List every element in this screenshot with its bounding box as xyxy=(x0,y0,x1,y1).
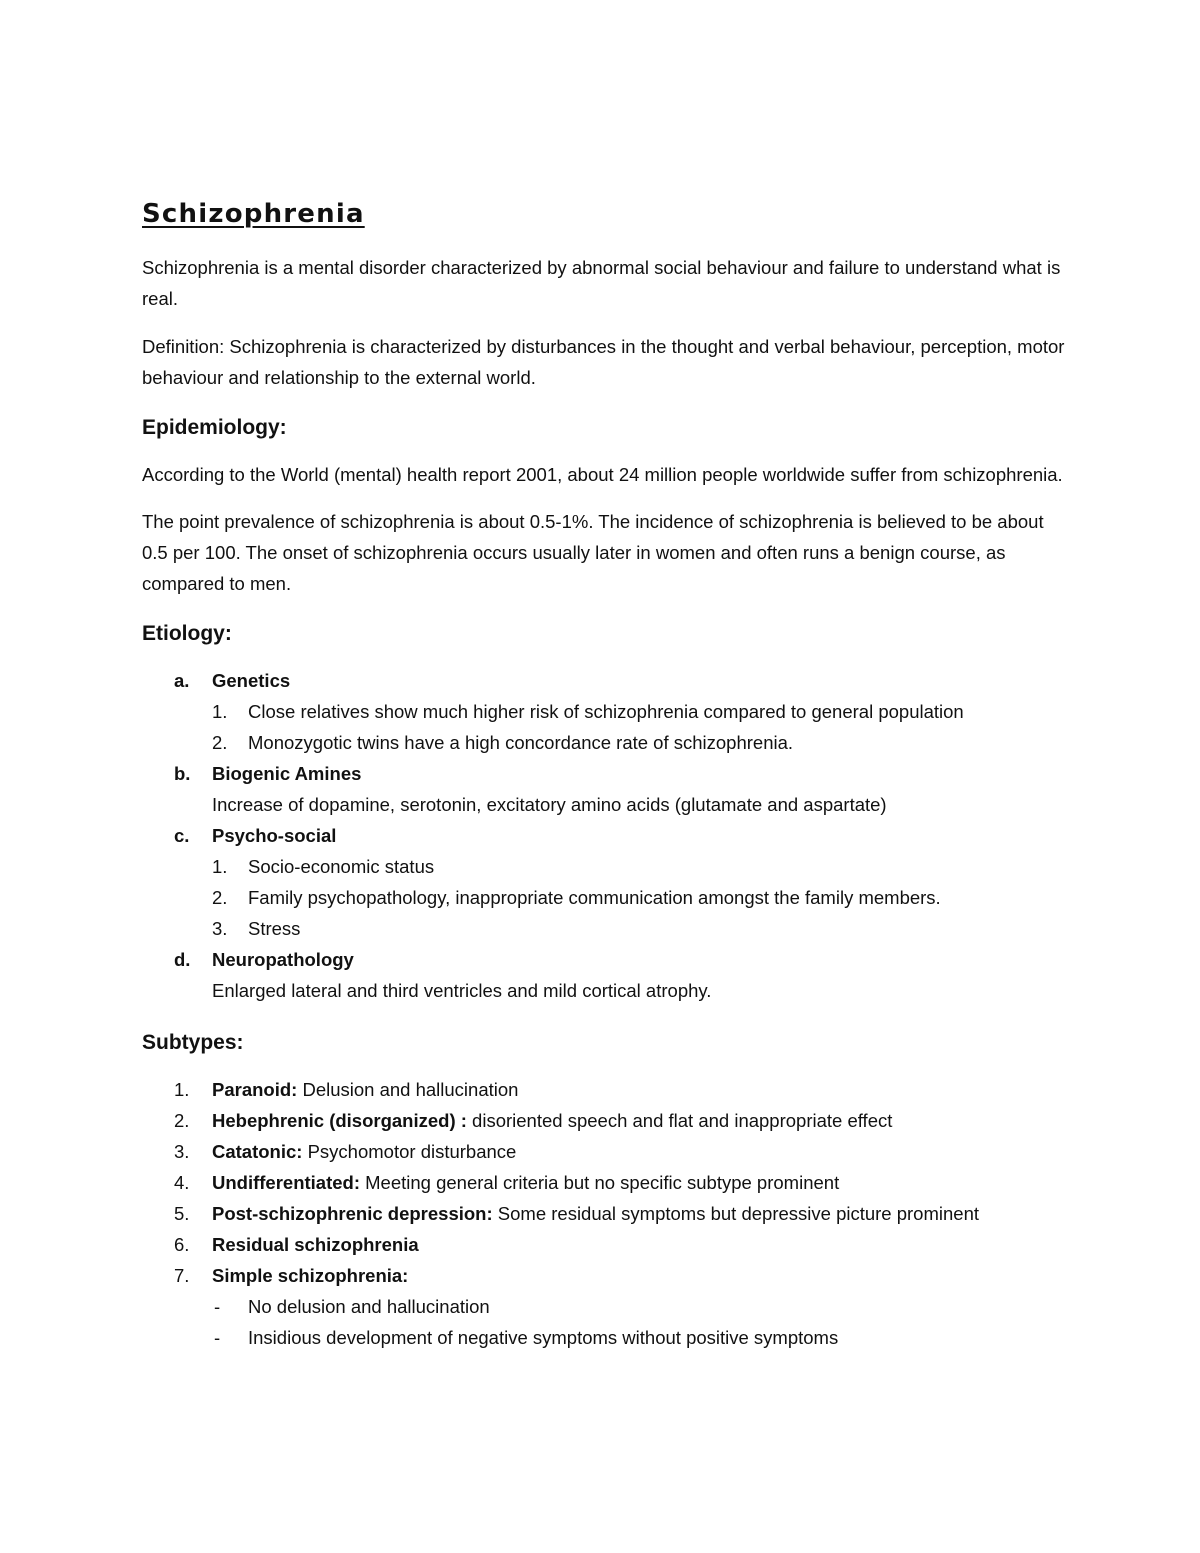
dash-marker: - xyxy=(214,1296,221,1317)
list-item-text: Family psychopathology, inappropriate communication amongst the family members. xyxy=(248,887,941,908)
subtype-description: disoriented speech and flat and inappropriate effect xyxy=(466,1110,893,1131)
list-marker: 6. xyxy=(174,1234,190,1255)
list-marker: 3. xyxy=(174,1141,190,1162)
simple-schizophrenia-points xyxy=(212,1291,1072,1353)
epidemiology-paragraph: The point prevalence of schizophrenia is about 0.5-1%. The incidence of schizophrenia is believed to be about 0.5 per 100. The onset of schizophrenia occurs usually later in women and often runs a benign course, as compared to men. xyxy=(142,511,1044,594)
list-marker: 3. xyxy=(212,918,228,939)
list-item xyxy=(212,882,1072,913)
list-item-text: Close relatives show much higher risk of schizophrenia compared to general population xyxy=(248,701,964,722)
etiology-item-text: Increase of dopamine, serotonin, excitatory amino acids (glutamate and aspartate) xyxy=(212,794,887,815)
subtype-label: Hebephrenic (disorganized) : xyxy=(212,1110,467,1131)
etiology-item-biogenic-amines xyxy=(142,758,1072,820)
subtype-label: Residual schizophrenia xyxy=(212,1234,419,1255)
list-marker: c. xyxy=(174,825,190,846)
list-marker: 5. xyxy=(174,1203,190,1224)
list-item-text: Socio-economic status xyxy=(248,856,435,877)
list-item xyxy=(212,1291,1072,1322)
subtype-item xyxy=(142,1229,1072,1260)
etiology-heading: Etiology: xyxy=(142,622,232,645)
etiology-item-label: Biogenic Amines xyxy=(212,763,362,784)
list-marker: b. xyxy=(174,763,191,784)
subtype-description: Meeting general criteria but no specific subtype prominent xyxy=(360,1172,840,1193)
subtype-label: Catatonic: xyxy=(212,1141,303,1162)
etiology-item-genetics xyxy=(142,665,1072,758)
etiology-item-label: Psycho-social xyxy=(212,825,337,846)
list-marker: 1. xyxy=(174,1079,190,1100)
list-item-text: Monozygotic twins have a high concordance rate of schizophrenia. xyxy=(248,732,794,753)
list-marker: 4. xyxy=(174,1172,190,1193)
subtype-description: Some residual symptoms but depressive picture prominent xyxy=(492,1203,979,1224)
subtype-item xyxy=(142,1167,1072,1198)
list-marker: 2. xyxy=(174,1110,190,1131)
subtype-description: Delusion and hallucination xyxy=(297,1079,519,1100)
subtype-label: Simple schizophrenia: xyxy=(212,1265,409,1286)
list-item xyxy=(212,1322,1072,1353)
list-marker: 7. xyxy=(174,1265,190,1286)
subtype-item xyxy=(142,1136,1072,1167)
intro-paragraph: Schizophrenia is a mental disorder characterized by abnormal social behaviour and failure to understand what is real. xyxy=(142,257,1061,309)
subtype-label: Paranoid: xyxy=(212,1079,298,1100)
list-item-text: No delusion and hallucination xyxy=(248,1296,490,1317)
list-marker: 2. xyxy=(212,732,228,753)
list-marker: 1. xyxy=(212,701,228,722)
subtype-description: Psychomotor disturbance xyxy=(302,1141,517,1162)
subtype-item xyxy=(142,1074,1072,1105)
definition-paragraph: Definition: Schizophrenia is characterized by disturbances in the thought and verbal behaviour, perception, motor behaviour and relationship to the external world. xyxy=(142,336,1065,388)
etiology-list xyxy=(142,665,1072,1006)
etiology-item-text: Enlarged lateral and third ventricles and mild cortical atrophy. xyxy=(212,980,712,1001)
subtypes-heading: Subtypes: xyxy=(142,1031,244,1054)
subtype-label: Post-schizophrenic depression: xyxy=(212,1203,493,1224)
list-item xyxy=(212,913,1072,944)
subtype-item xyxy=(142,1198,1072,1229)
etiology-item-psycho-social xyxy=(142,820,1072,944)
subtype-label: Undifferentiated: xyxy=(212,1172,360,1193)
list-marker: 1. xyxy=(212,856,228,877)
etiology-sublist xyxy=(212,696,1072,758)
document-title: Schizophrenia xyxy=(142,199,365,229)
list-item-text: Stress xyxy=(248,918,301,939)
subtype-item xyxy=(142,1105,1072,1136)
document-body xyxy=(142,196,1072,1353)
subtypes-list xyxy=(142,1074,1072,1353)
list-marker: a. xyxy=(174,670,190,691)
subtype-item xyxy=(142,1260,1072,1353)
etiology-item-label: Genetics xyxy=(212,670,291,691)
list-marker: 2. xyxy=(212,887,228,908)
etiology-item-label: Neuropathology xyxy=(212,949,354,970)
list-item-text: Insidious development of negative symptoms without positive symptoms xyxy=(248,1327,839,1348)
epidemiology-paragraph: According to the World (mental) health report 2001, about 24 million people worldwide suffer from schizophrenia. xyxy=(142,464,1063,485)
list-item xyxy=(212,727,1072,758)
etiology-sublist xyxy=(212,851,1072,944)
list-item xyxy=(212,851,1072,882)
list-marker: d. xyxy=(174,949,191,970)
epidemiology-heading: Epidemiology: xyxy=(142,416,287,439)
list-item xyxy=(212,696,1072,727)
dash-marker: - xyxy=(214,1327,221,1348)
etiology-item-neuropathology xyxy=(142,944,1072,1006)
